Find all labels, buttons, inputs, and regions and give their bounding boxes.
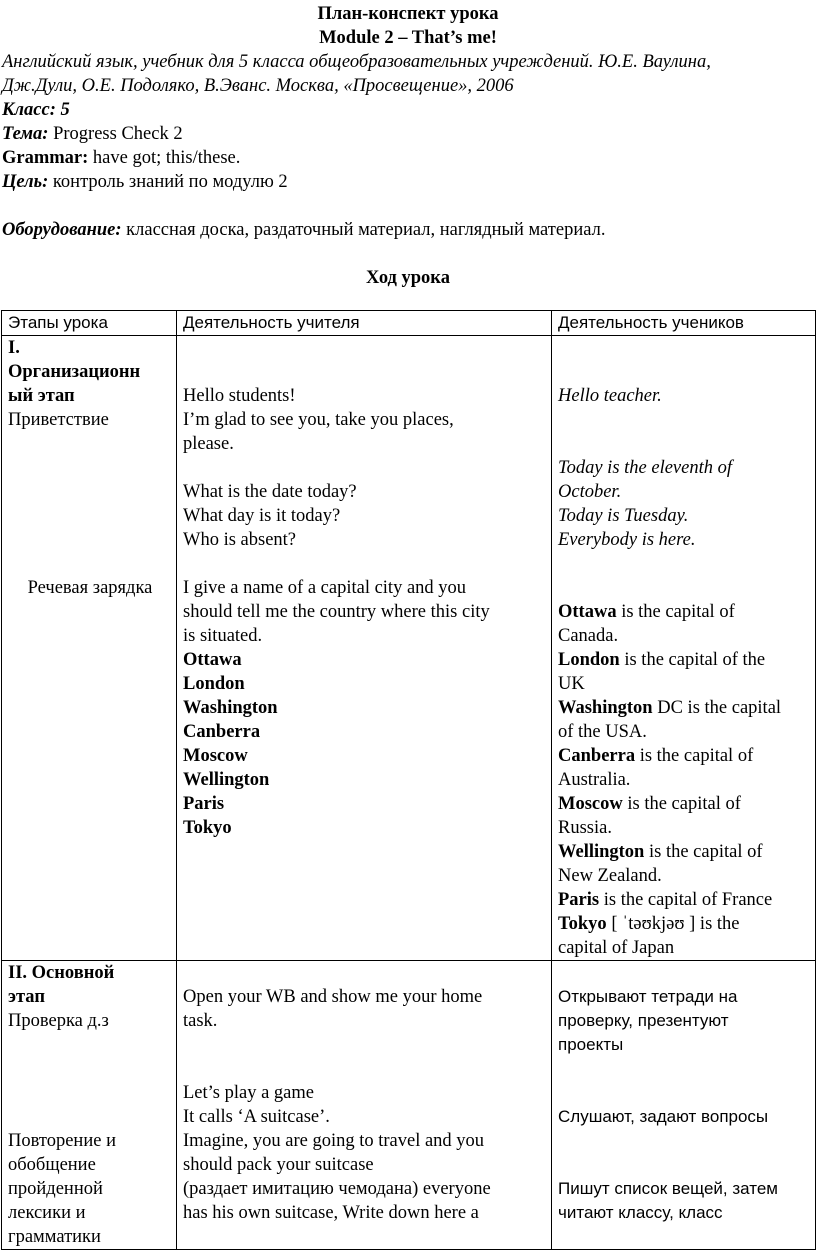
stage-2-title-2: этап: [8, 987, 45, 1007]
teacher-question-date: What is the date today?: [183, 482, 357, 502]
teacher-greeting-1: Hello students!: [183, 386, 296, 406]
answer-text: Australia.: [558, 770, 631, 790]
answer-text: is the capital of: [616, 602, 735, 622]
goal-label: Цель:: [2, 172, 49, 192]
stage-1-speech-warmup: Речевая зарядка: [27, 578, 153, 598]
stage-2-homework-check: Проверка д.з: [8, 1011, 109, 1031]
stage-2-review-3: пройденной: [8, 1179, 103, 1199]
stage-1-teacher-cell: [177, 336, 552, 961]
student-homework-3: проекты: [558, 1035, 624, 1054]
stage-1-title-2: Организационн: [8, 362, 141, 382]
answer-city: Ottawa: [558, 602, 617, 622]
stage-1-greeting: Приветствие: [8, 410, 109, 430]
teacher-homework-1: Open your WB and show me your home: [183, 987, 483, 1007]
course-title: Ход урока: [366, 268, 450, 288]
answer-city: London: [558, 650, 620, 670]
topic-label: Тема:: [2, 124, 49, 144]
answer-text: is the capital of: [622, 794, 741, 814]
topic-value: Progress Check 2: [48, 124, 183, 144]
textbook-line-2: Дж.Дули, О.Е. Подоляко, В.Эванс. Москва, «Просвещение», 2006: [2, 76, 514, 96]
city-item: Wellington: [183, 770, 270, 790]
answer-text: Russia.: [558, 818, 612, 838]
city-item: London: [183, 674, 245, 694]
answer-text: is the capital of: [635, 746, 754, 766]
answer-text: is the capital of: [644, 842, 763, 862]
answer-city: Wellington: [558, 842, 645, 862]
teacher-game-2: It calls ‘A suitcase’.: [183, 1107, 330, 1127]
goal-value: контроль знаний по модулю 2: [48, 172, 288, 192]
answer-city: Tokyo: [558, 914, 607, 934]
stage-1-cell: [2, 336, 177, 961]
equipment-value: классная доска, раздаточный материал, наглядный материал.: [121, 220, 606, 240]
stage-2-review-4: лексики и: [8, 1203, 86, 1223]
answer-text: Canada.: [558, 626, 619, 646]
teacher-task-3: is situated.: [183, 626, 263, 646]
student-greeting: Hello teacher.: [558, 386, 662, 406]
header-teacher: Деятельность учителя: [177, 311, 552, 336]
teacher-question-absent: Who is absent?: [183, 530, 297, 550]
student-list-1: Пишут список вещей, затем: [558, 1179, 778, 1198]
student-game-1: Слушают, задают вопросы: [558, 1107, 769, 1126]
teacher-greeting-2: I’m glad to see you, take you places,: [183, 410, 454, 430]
textbook-line-1: Английский язык, учебник для 5 класса общеобразовательных учреждений. Ю.Е. Ваулина,: [2, 52, 711, 72]
answer-text: is the capital of France: [599, 890, 773, 910]
answer-text: DC is the capital: [652, 698, 782, 718]
city-item: Paris: [183, 794, 225, 814]
answer-washington: [558, 696, 811, 720]
answer-moscow: [558, 792, 811, 816]
city-item: Canberra: [183, 722, 261, 742]
student-list-2: читают классу, класс: [558, 1203, 723, 1222]
stage-1-students-cell: [552, 336, 816, 961]
class-label: Класс: 5: [2, 100, 70, 120]
stage-2-review-5: грамматики: [8, 1227, 101, 1247]
city-item: Moscow: [183, 746, 248, 766]
answer-city: Moscow: [558, 794, 623, 814]
stage-2-review-1: Повторение и: [8, 1131, 116, 1151]
stage-2-review-2: обобщение: [8, 1155, 96, 1175]
answer-ottawa: [558, 600, 811, 624]
teacher-task-2: should tell me the country where this city: [183, 602, 490, 622]
table-header-row: [2, 311, 816, 336]
teacher-game-5: (раздает имитацию чемодана) everyone: [183, 1179, 491, 1199]
equipment-label: Оборудование:: [2, 220, 122, 240]
teacher-greeting-3: please.: [183, 434, 234, 454]
grammar-label: Grammar:: [2, 148, 89, 168]
grammar-line: [2, 146, 814, 170]
header-stages: Этапы урока: [2, 311, 177, 336]
answer-wellington: [558, 840, 811, 864]
stage-2-teacher-cell: [177, 961, 552, 1250]
equipment-line: [2, 218, 814, 242]
header-students: Деятельность учеников: [552, 311, 816, 336]
document-title: План-конспект урока: [317, 4, 499, 24]
answer-city: Canberra: [558, 746, 636, 766]
answer-london: [558, 648, 811, 672]
city-item: Ottawa: [183, 650, 242, 670]
student-date-2: October.: [558, 482, 622, 502]
student-homework-2: проверку, презентуют: [558, 1011, 729, 1030]
answer-tokyo: [558, 912, 811, 936]
city-item: Tokyo: [183, 818, 232, 838]
teacher-homework-2: task.: [183, 1011, 218, 1031]
teacher-game-1: Let’s play a game: [183, 1083, 314, 1103]
city-item: Washington: [183, 698, 278, 718]
table-row-stage-2: [2, 961, 816, 1250]
student-day: Today is Tuesday.: [558, 506, 689, 526]
stage-2-title: II. Основной: [8, 963, 115, 983]
stage-1-title: I.: [8, 338, 20, 358]
grammar-value: have got; this/these.: [88, 148, 241, 168]
stage-1-title-3: ый этап: [8, 386, 75, 406]
teacher-game-3: Imagine, you are going to travel and you: [183, 1131, 485, 1151]
answer-text: capital of Japan: [558, 938, 675, 958]
answer-text: [ ˈtəʊkjəʊ ] is the: [606, 914, 740, 934]
answer-text: is the capital of the: [619, 650, 766, 670]
student-date-1: Today is the eleventh of: [558, 458, 733, 478]
answer-city: Paris: [558, 890, 600, 910]
topic-line: [2, 122, 814, 146]
answer-city: Washington: [558, 698, 653, 718]
teacher-task-1: I give a name of a capital city and you: [183, 578, 467, 598]
answer-text: UK: [558, 674, 585, 694]
answer-canberra: [558, 744, 811, 768]
stage-2-cell: [2, 961, 177, 1250]
teacher-game-6: has his own suitcase, Write down here a: [183, 1203, 479, 1223]
lesson-table: [1, 310, 816, 1250]
answer-paris: [558, 888, 811, 912]
answer-text: New Zealand.: [558, 866, 662, 886]
teacher-question-day: What day is it today?: [183, 506, 341, 526]
answer-text: of the USA.: [558, 722, 647, 742]
module-title: Module 2 – That’s me!: [319, 28, 497, 48]
student-absent: Everybody is here.: [558, 530, 696, 550]
teacher-game-4: should pack your suitcase: [183, 1155, 374, 1175]
goal-line: [2, 170, 814, 194]
table-row-stage-1: [2, 336, 816, 961]
student-homework-1: Открывают тетради на: [558, 987, 738, 1006]
stage-2-students-cell: [552, 961, 816, 1250]
